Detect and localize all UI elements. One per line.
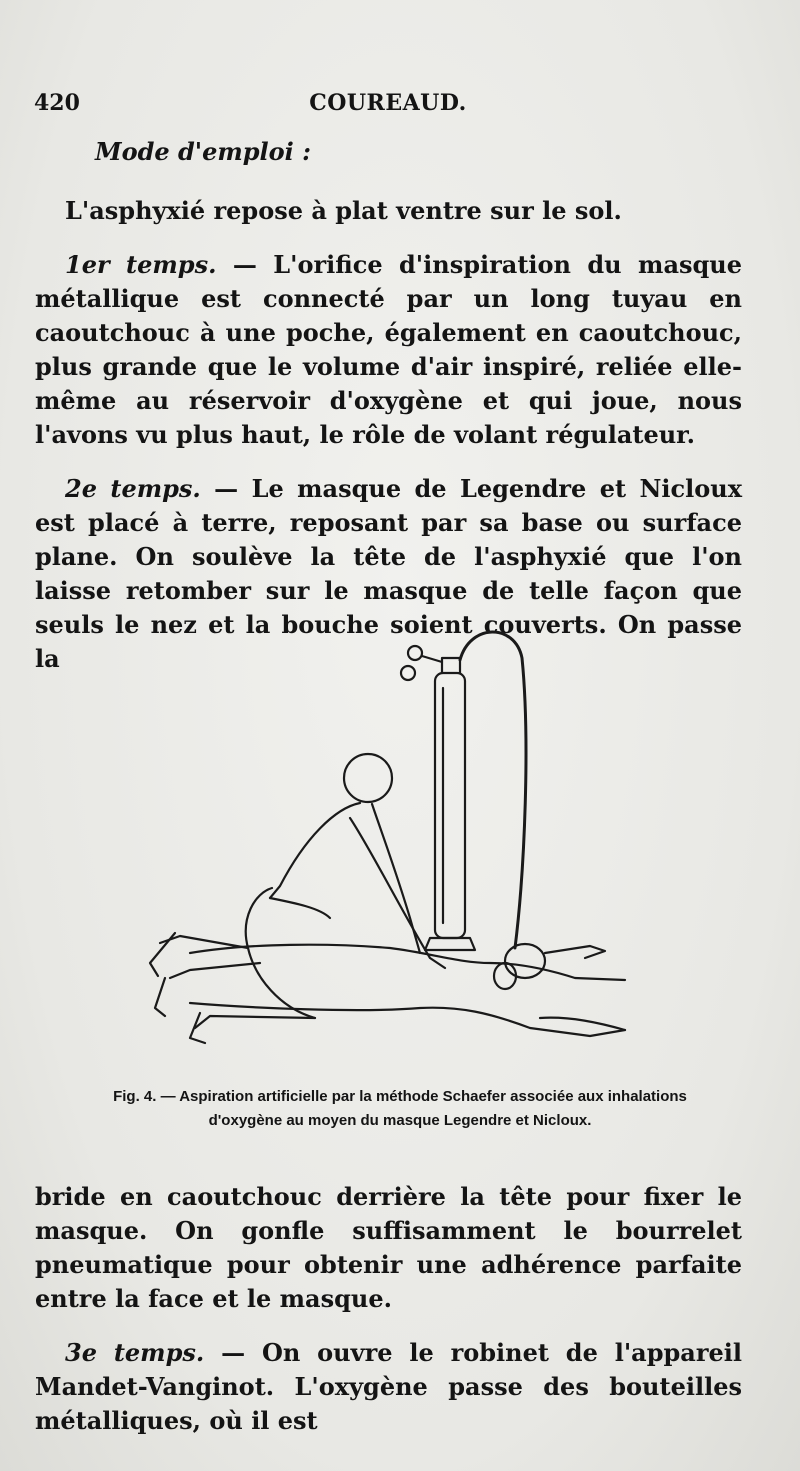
text-block-bottom <box>35 1180 742 1438</box>
section-subhead: Mode d'emploi : <box>95 137 312 166</box>
step-3-text: — On ouvre le robinet de l'appareil Mandet-Vanginot. L'oxygène passe des bouteilles métalliques, où il est <box>35 1338 742 1435</box>
step-1-label: 1er temps. <box>65 250 217 279</box>
page-header <box>34 90 742 124</box>
paragraph-step-1 <box>35 248 742 452</box>
patient-head <box>505 944 545 978</box>
pressure-gauge-icon <box>408 646 422 660</box>
rescuer-head <box>344 754 392 802</box>
oxygen-cylinder <box>435 673 465 938</box>
figure-caption <box>40 1085 760 1133</box>
page-number: 420 <box>34 90 80 116</box>
rubber-hose <box>460 632 526 948</box>
figure-illustration <box>130 618 650 1058</box>
pressure-gauge-icon-2 <box>401 666 415 680</box>
step-3-label: 3e temps. <box>65 1338 205 1367</box>
paragraph-step-3 <box>35 1336 742 1438</box>
step-2-label: 2e temps. <box>65 474 201 503</box>
caption-line-1: Fig. 4. — Aspiration artificielle par la méthode Schaefer associée aux inhalations <box>113 1088 687 1105</box>
text-block-top <box>35 194 742 676</box>
step-1-text: — L'orifice d'inspiration du masque métallique est connecté par un long tuyau en caoutchouc à une poche, également en caoutchouc, plus grande que le volume d'air inspiré, reliée elle-même au réservoir d'oxygène et qui joue, nous l'avons vu plus haut, le rôle de volant régulateur. <box>35 250 742 449</box>
rescuer-back <box>270 803 360 898</box>
caption-line-2: d'oxygène au moyen du masque Legendre et Nicloux. <box>208 1112 592 1129</box>
paragraph-intro: L'asphyxié repose à plat ventre sur le sol. <box>65 196 622 225</box>
paragraph-continuation: bride en caoutchouc derrière la tête pour fixer le masque. On gonfle suffisamment le bourrelet pneumatique pour obtenir une adhérence parfaite entre la face et le masque. <box>35 1182 742 1313</box>
step-2-text: — Le masque de Legendre et Nicloux est placé à terre, reposant par sa base ou surface plane. On soulève la tête de l'asphyxié que l'on laisse retomber sur le masque de telle façon que seuls le nez et la bouche soient couverts. On passe la <box>35 474 742 673</box>
running-head: COUREAUD. <box>309 90 467 116</box>
